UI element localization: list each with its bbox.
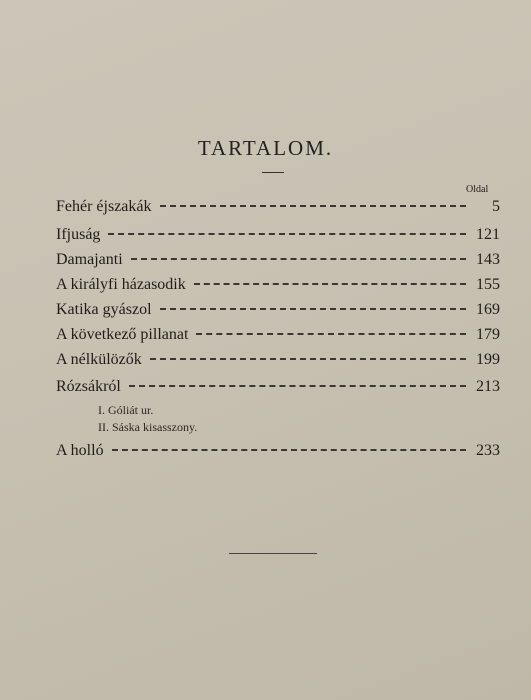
toc-entry-page: 179 <box>476 326 500 343</box>
toc-entry <box>56 198 500 222</box>
title-divider <box>262 172 284 173</box>
dot-leader <box>108 233 466 235</box>
page-column-header: Oldal <box>466 184 489 195</box>
dot-leader <box>150 358 466 360</box>
toc-entry <box>56 378 500 402</box>
toc-entry-title: Fehér éjszakák <box>56 198 152 215</box>
toc-entry-title: Katika gyászol <box>56 301 152 318</box>
toc-entry-page: 169 <box>476 301 500 318</box>
toc-entry-title: A következő pillanat <box>56 326 189 343</box>
dot-leader <box>194 283 466 285</box>
dot-leader <box>160 205 466 207</box>
dot-leader <box>196 333 466 335</box>
toc-entry-title: A királyfi házasodik <box>56 276 186 293</box>
toc-subentry: II. Sáska kisasszony. <box>98 420 198 434</box>
toc-entry-page: 155 <box>476 276 500 293</box>
toc-subentry: I. Góliát ur. <box>98 403 154 417</box>
toc-entry <box>56 351 500 375</box>
toc-entry <box>56 442 500 466</box>
toc-entry-page: 233 <box>476 442 500 459</box>
toc-entry <box>56 301 500 325</box>
toc-entry-page: 121 <box>476 226 500 243</box>
dot-leader <box>160 308 466 310</box>
toc-entry-title: A nélkülözők <box>56 351 142 368</box>
toc-entry-page: 5 <box>492 198 500 215</box>
toc-entry-page: 143 <box>476 251 500 268</box>
page-title: TARTALOM. <box>197 136 334 160</box>
toc-entry-page: 213 <box>476 378 500 395</box>
dot-leader <box>131 258 466 260</box>
toc-entry-title: Ifjuság <box>56 226 101 243</box>
toc-entry <box>56 276 500 300</box>
toc-entry <box>56 251 500 275</box>
toc-entry-title: Rózsákról <box>56 378 121 395</box>
toc-entry <box>56 226 500 250</box>
dot-leader <box>112 449 466 451</box>
toc-entry-page: 199 <box>476 351 500 368</box>
dot-leader <box>129 385 466 387</box>
toc-entry <box>56 326 500 350</box>
toc-entry-title: Damajanti <box>56 251 123 268</box>
bottom-divider <box>229 553 317 554</box>
toc-entry-title: A holló <box>56 442 104 459</box>
